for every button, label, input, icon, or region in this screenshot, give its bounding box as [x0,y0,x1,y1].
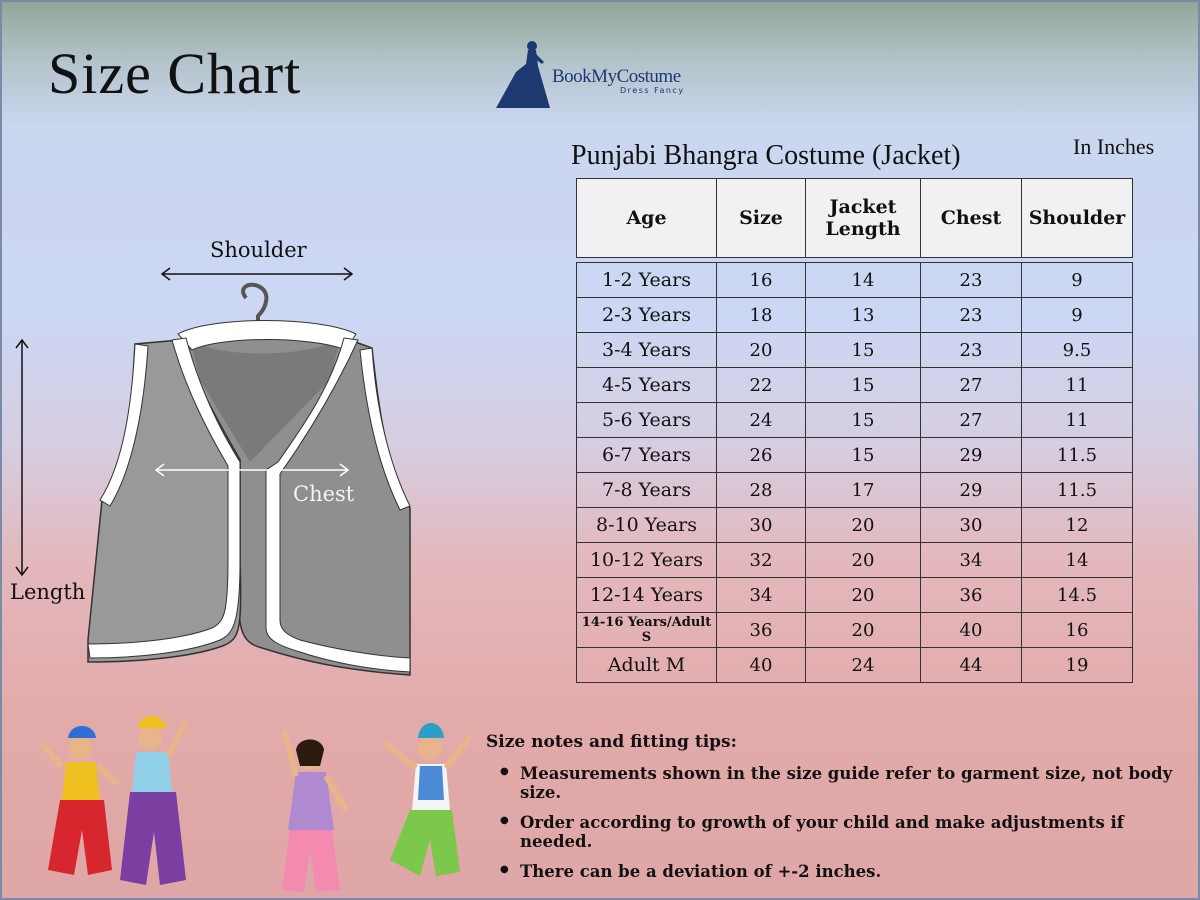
notes-list [486,764,1200,881]
cell-age: 1-2 Years [577,263,717,298]
unit-note: In Inches [1073,134,1155,159]
cell-shoulder: 12 [1022,508,1133,543]
list-item: ● There can be a deviation of +-2 inches. [520,862,1200,881]
cell-age: 7-8 Years [577,473,717,508]
shoulder-label: Shoulder [210,238,307,262]
jacket-illustration [0,230,440,690]
cell-chest: 23 [921,263,1022,298]
cell-age: 12-14 Years [577,578,717,613]
bhangra-dancers-illustration [0,700,480,900]
dancer-4-icon [384,723,470,876]
cell-jacket-length: 15 [806,333,921,368]
cell-age: 8-10 Years [577,508,717,543]
cell-chest: 29 [921,438,1022,473]
cell-jacket-length: 14 [806,263,921,298]
cell-size: 18 [717,298,806,333]
logo-name: BookMyCostume [552,66,681,87]
cell-shoulder: 14.5 [1022,578,1133,613]
jacket-diagram [0,230,440,690]
cell-shoulder: 9 [1022,298,1133,333]
cell-chest: 30 [921,508,1022,543]
table-row [577,473,1133,508]
cell-size: 20 [717,333,806,368]
cell-age: 2-3 Years [577,298,717,333]
shoulder-arrow-icon [162,268,352,280]
lady-silhouette-icon [496,41,550,108]
cell-size: 36 [717,613,806,648]
cell-jacket-length: 15 [806,403,921,438]
header-size: Size [717,179,806,258]
table-row [577,403,1133,438]
length-arrow-icon [16,340,28,575]
list-item: ● Measurements shown in the size guide refer to garment size, not body size. [520,764,1200,802]
cell-size: 28 [717,473,806,508]
cell-chest: 29 [921,473,1022,508]
cell-jacket-length: 20 [806,508,921,543]
product-title: Punjabi Bhangra Costume (Jacket) [571,140,961,171]
dancer-1-icon [42,726,118,875]
cell-shoulder: 11.5 [1022,438,1133,473]
size-table [576,178,1133,683]
cell-size: 22 [717,368,806,403]
cell-age: 5-6 Years [577,403,717,438]
cell-size: 26 [717,438,806,473]
length-label: Length [10,580,86,604]
table-row [577,298,1133,333]
cell-jacket-length: 24 [806,648,921,683]
cell-size: 24 [717,403,806,438]
size-notes [486,732,1200,892]
header-age: Age [577,179,717,258]
cell-age: Adult M [577,648,717,683]
cell-chest: 23 [921,298,1022,333]
page-title: Size Chart [48,41,302,106]
table-row [577,333,1133,368]
cell-chest: 36 [921,578,1022,613]
jacket-icon [88,321,410,676]
header-shoulder: Shoulder [1022,179,1133,258]
table-row [577,438,1133,473]
cell-chest: 23 [921,333,1022,368]
notes-heading: Size notes and fitting tips: [486,732,737,752]
cell-shoulder: 11.5 [1022,473,1133,508]
header-jacket-length: Jacket Length [806,179,921,258]
table-row [577,613,1133,648]
cell-shoulder: 19 [1022,648,1133,683]
table-row [577,368,1133,403]
header-chest: Chest [921,179,1022,258]
cell-jacket-length: 15 [806,438,921,473]
cell-shoulder: 14 [1022,543,1133,578]
table-row [577,543,1133,578]
cell-chest: 34 [921,543,1022,578]
cell-jacket-length: 20 [806,613,921,648]
chest-label: Chest [293,482,355,506]
cell-jacket-length: 17 [806,473,921,508]
cell-size: 40 [717,648,806,683]
table-row [577,648,1133,683]
cell-jacket-length: 20 [806,543,921,578]
cell-chest: 44 [921,648,1022,683]
cell-jacket-length: 13 [806,298,921,333]
cell-age: 3-4 Years [577,333,717,368]
table-row [577,263,1133,298]
cell-size: 30 [717,508,806,543]
cell-shoulder: 11 [1022,403,1133,438]
cell-size: 16 [717,263,806,298]
cell-chest: 27 [921,403,1022,438]
dancer-2-icon [120,716,186,885]
table-row [577,578,1133,613]
cell-age: 6-7 Years [577,438,717,473]
list-item: ● Order according to growth of your child and make adjustments if needed. [520,813,1200,851]
cell-size: 34 [717,578,806,613]
cell-jacket-length: 20 [806,578,921,613]
dancer-3-icon [282,730,346,892]
cell-shoulder: 9 [1022,263,1133,298]
cell-shoulder: 9.5 [1022,333,1133,368]
cell-chest: 40 [921,613,1022,648]
cell-shoulder: 16 [1022,613,1133,648]
cell-shoulder: 11 [1022,368,1133,403]
cell-size: 32 [717,543,806,578]
cell-jacket-length: 15 [806,368,921,403]
hanger-icon [243,285,266,324]
cell-age: 4-5 Years [577,368,717,403]
cell-age: 14-16 Years/Adult S [577,613,717,648]
cell-chest: 27 [921,368,1022,403]
logo-tagline: Dress Fancy [620,86,685,95]
table-row [577,508,1133,543]
table-header-row [577,179,1133,258]
cell-age: 10-12 Years [577,543,717,578]
